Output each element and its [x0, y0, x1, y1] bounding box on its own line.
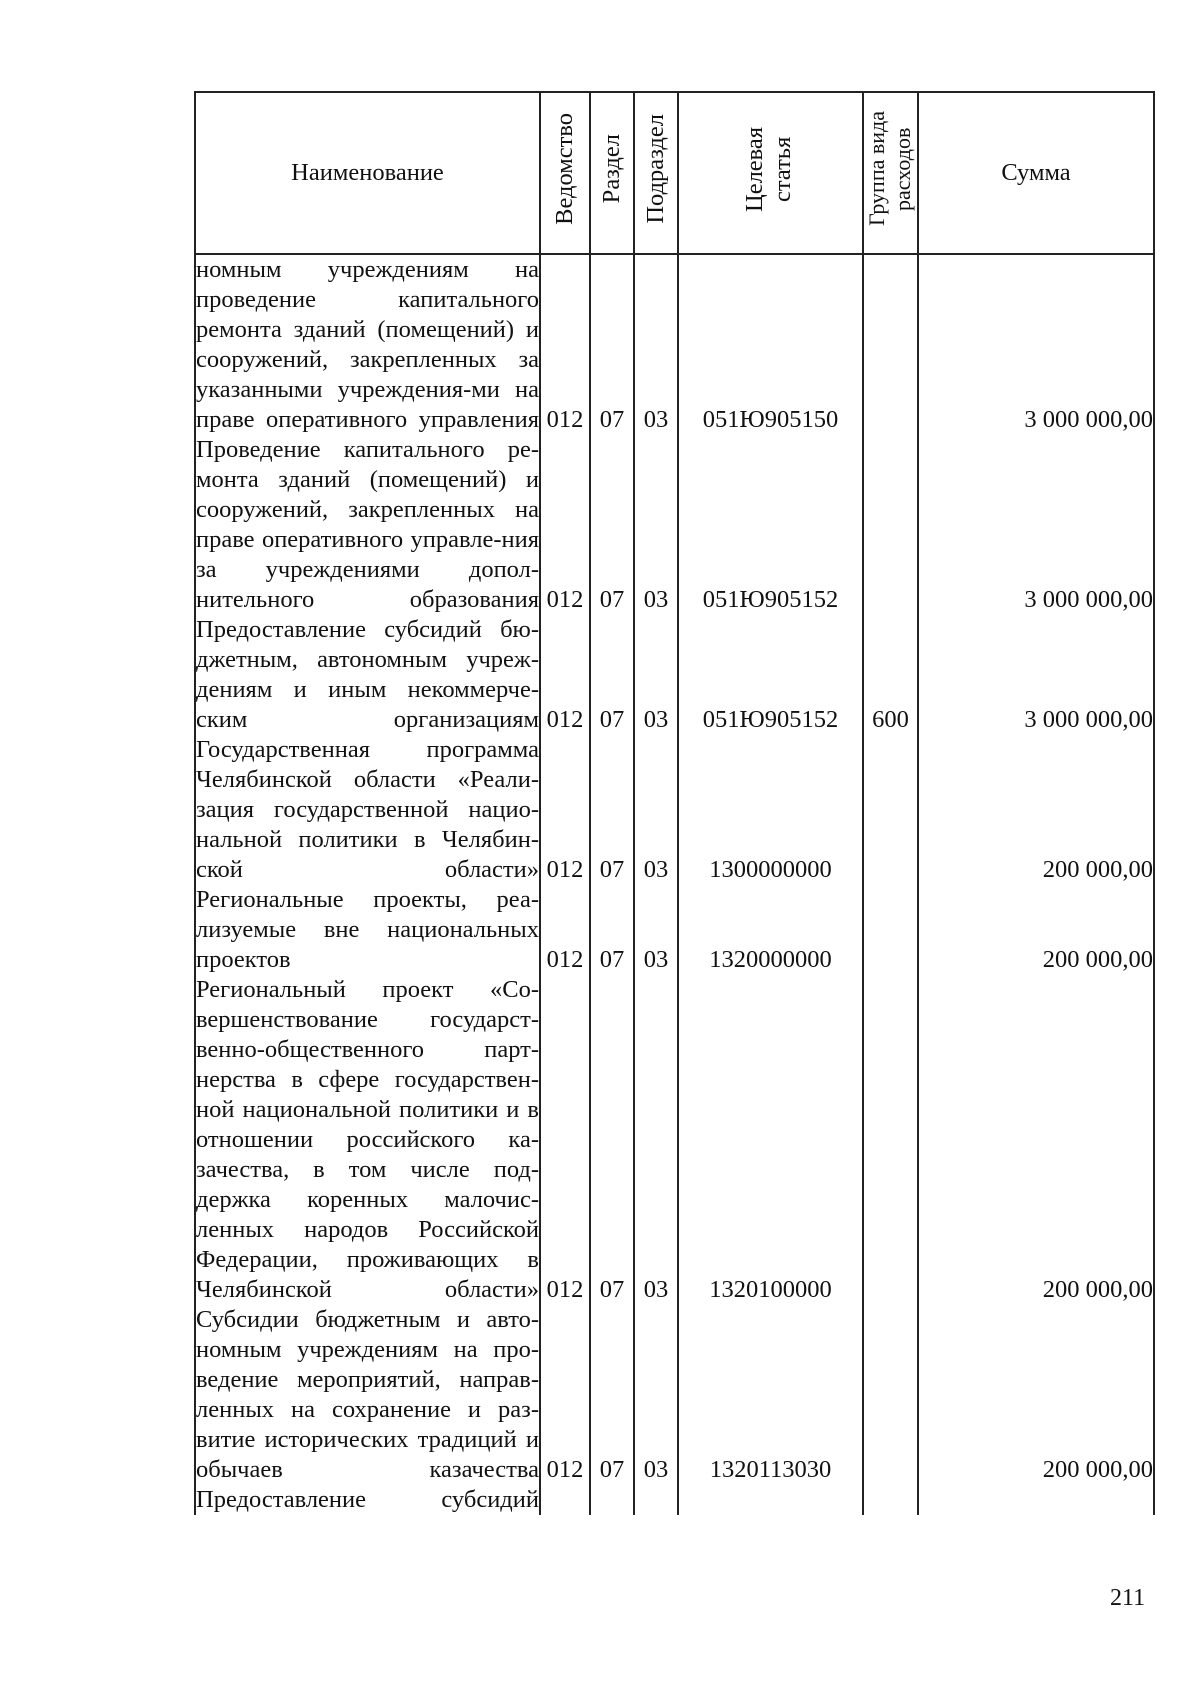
- row-expense-group: 600: [863, 615, 918, 735]
- row-subsection: 03: [634, 615, 678, 735]
- row-section: 07: [590, 254, 634, 435]
- row-name: Предоставление субсидий: [196, 1486, 539, 1513]
- row-department: [540, 1485, 590, 1515]
- header-section: Раздел: [590, 92, 634, 254]
- table-row: [195, 435, 1154, 615]
- row-name: Региональные проекты, реа-лизуемые вне национальных проектов: [196, 886, 539, 973]
- row-name: Государственная программа Челябинской области «Реали-зация государственной нацио-нальной политики в Челябин-ской области»: [196, 736, 539, 883]
- row-name: Субсидии бюджетным и авто-номным учреждениям на про-ведение мероприятий, направ-ленных на сохранение и раз-витие исторических традиций и обычаев казачества: [196, 1306, 539, 1483]
- row-department: 012: [540, 1305, 590, 1485]
- row-expense-group: [863, 1485, 918, 1515]
- row-target-article: 1300000000: [678, 735, 863, 885]
- row-expense-group: [863, 254, 918, 435]
- row-department: 012: [540, 735, 590, 885]
- row-expense-group: [863, 435, 918, 615]
- row-target-article: [678, 1485, 863, 1515]
- row-amount: 3 000 000,00: [918, 615, 1154, 735]
- table-header-row: [195, 92, 1154, 254]
- header-amount: Сумма: [918, 92, 1154, 254]
- row-subsection: 03: [634, 885, 678, 975]
- row-subsection: [634, 1485, 678, 1515]
- page-number: 211: [1110, 1585, 1146, 1611]
- header-subsection: Подраздел: [634, 92, 678, 254]
- row-subsection: 03: [634, 435, 678, 615]
- row-department: 012: [540, 254, 590, 435]
- table-row: [195, 735, 1154, 885]
- row-subsection: 03: [634, 1305, 678, 1485]
- header-expense-group: Группа вида расходов: [863, 92, 918, 254]
- row-department: 012: [540, 615, 590, 735]
- header-department: Ведомство: [540, 92, 590, 254]
- row-section: [590, 1485, 634, 1515]
- row-section: 07: [590, 615, 634, 735]
- row-department: 012: [540, 435, 590, 615]
- row-amount: [918, 1485, 1154, 1515]
- row-subsection: 03: [634, 254, 678, 435]
- row-name: Проведение капитального ре-монта зданий (помещений) и сооружений, закрепленных на праве оперативного управле-ния за учреждениями допол-нительного образования: [196, 436, 539, 613]
- row-expense-group: [863, 1305, 918, 1485]
- budget-table: [194, 91, 1155, 1515]
- row-target-article: 1320100000: [678, 975, 863, 1305]
- table-row: [195, 615, 1154, 735]
- row-subsection: 03: [634, 735, 678, 885]
- table-row: [195, 1485, 1154, 1515]
- header-target-article: Целевая статья: [678, 92, 863, 254]
- row-expense-group: [863, 975, 918, 1305]
- row-section: 07: [590, 1305, 634, 1485]
- row-amount: 200 000,00: [918, 885, 1154, 975]
- table-row: [195, 885, 1154, 975]
- row-target-article: 051Ю905152: [678, 435, 863, 615]
- row-name: номным учреждениям на проведение капитального ремонта зданий (помещений) и сооружений, закрепленных за указанными учреждения-ми на праве оперативного управления: [196, 256, 539, 433]
- row-target-article: 051Ю905150: [678, 254, 863, 435]
- row-section: 07: [590, 435, 634, 615]
- header-name: Наименование: [195, 92, 540, 254]
- row-section: 07: [590, 975, 634, 1305]
- row-amount: 3 000 000,00: [918, 435, 1154, 615]
- row-target-article: 1320113030: [678, 1305, 863, 1485]
- table-row: [195, 1305, 1154, 1485]
- row-amount: 200 000,00: [918, 975, 1154, 1305]
- row-amount: 3 000 000,00: [918, 254, 1154, 435]
- row-name: Региональный проект «Со-вершенствование государст-венно-общественного парт-нерства в сфере государствен-ной национальной политики и в отношении российского ка-зачества, в том числе под-держка коренных малочис-ленных народов Российской Федерации, проживающих в Челябинской области»: [196, 976, 539, 1303]
- table-row: [195, 975, 1154, 1305]
- row-section: 07: [590, 885, 634, 975]
- row-department: 012: [540, 885, 590, 975]
- row-amount: 200 000,00: [918, 735, 1154, 885]
- table-row: [195, 254, 1154, 435]
- row-section: 07: [590, 735, 634, 885]
- row-amount: 200 000,00: [918, 1305, 1154, 1485]
- row-expense-group: [863, 885, 918, 975]
- row-target-article: 1320000000: [678, 885, 863, 975]
- row-target-article: 051Ю905152: [678, 615, 863, 735]
- row-department: 012: [540, 975, 590, 1305]
- row-name: Предоставление субсидий бю-джетным, автономным учреж-дениям и иным некоммерче-ским организациям: [196, 616, 539, 733]
- row-subsection: 03: [634, 975, 678, 1305]
- row-expense-group: [863, 735, 918, 885]
